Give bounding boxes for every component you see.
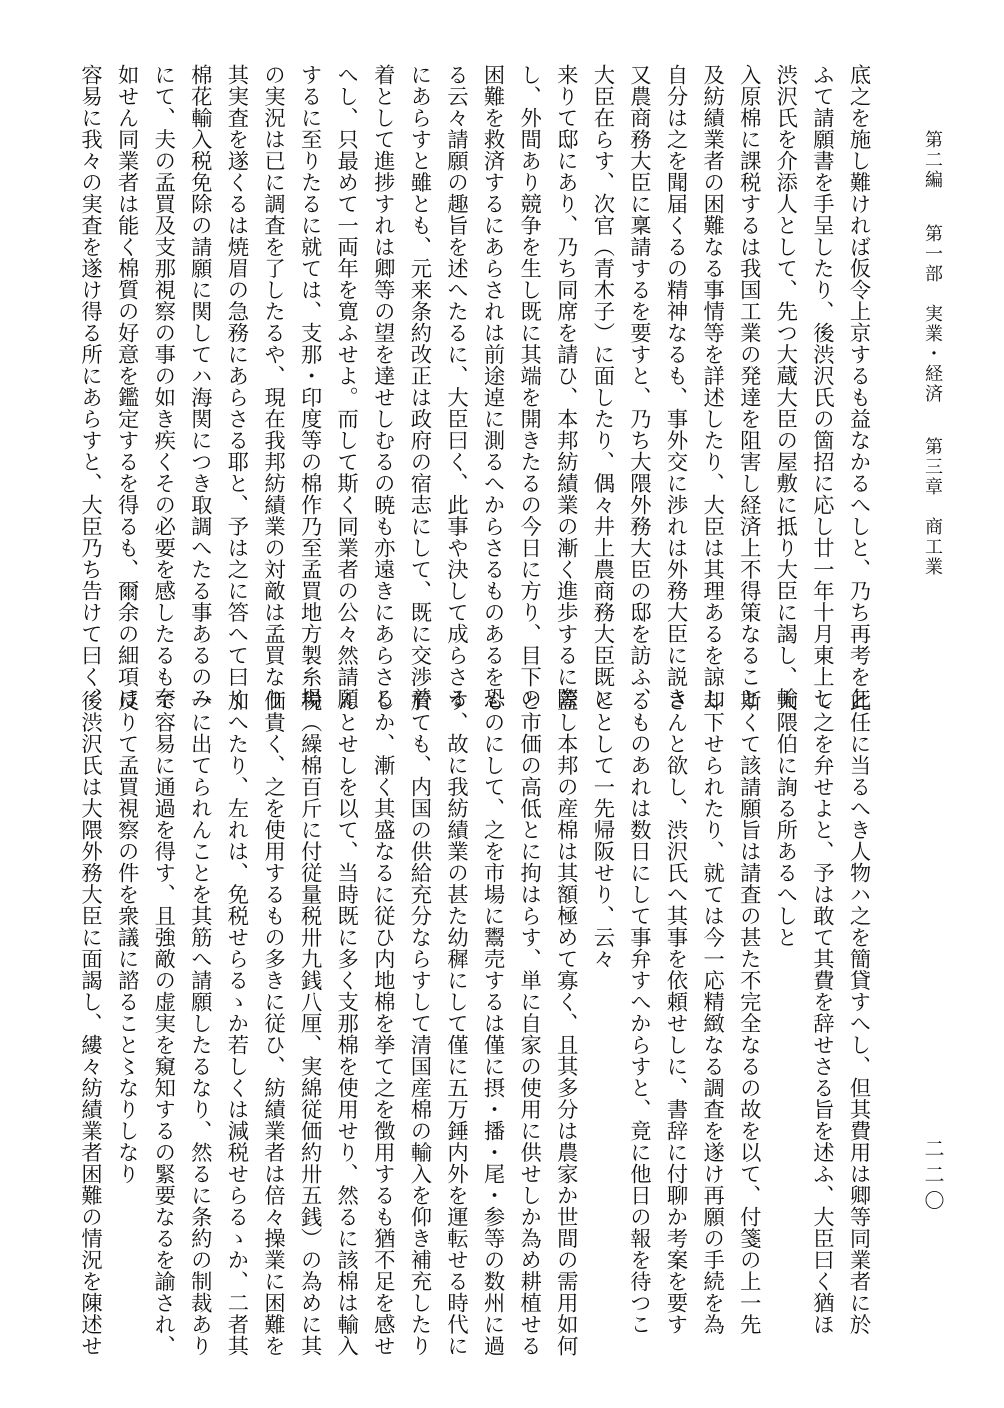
text-column: 来りて邸にあり、乃ち同席を請ひ、本邦紡績業の漸く進歩するに際	[553, 64, 579, 709]
text-column: 困難を救済するにあらされは前途逴に測るへからさるものあるを恐	[480, 64, 506, 709]
text-column: 反りて孟買視察の件を衆議に諮ること〻なりしなり	[114, 690, 140, 1185]
text-column: 価貴く、之を使用するもの多きに従ひ、紡績業者は倍々操業に困難を	[260, 690, 286, 1357]
text-column: しか、漸く其盛なるに従ひ内地棉を挙て之を徴用するも猶不足を感せ	[370, 690, 396, 1357]
text-column: るものあれは数日にして事弁すへからすと、竟に他日の報を待つこ	[626, 690, 652, 1335]
text-column: ものにして、之を市場に鬻売するは僅に摂・播・尾・参等の数州に過	[480, 690, 506, 1357]
text-column: 自分は之を聞届くるの精神なるも、事外交に渉れは外務大臣に説き	[663, 64, 689, 709]
text-column: 後渋沢氏は大隈外務大臣に面謁し、縷々紡績業者困難の情況を陳述せ	[77, 690, 103, 1357]
text-column: ととして一先帰阪せり、云々	[589, 690, 615, 970]
upper-text-block	[66, 64, 876, 709]
text-column: 税（繰棉百斤に付従量税卅九銭八厘、実綿従価約卅五銭）の為めに其	[297, 690, 323, 1357]
text-column: ふて請願書を手呈したり、後渋沢氏の箇招に応し廿一年十月東上し	[809, 64, 835, 709]
text-column: る云々請願の趣旨を述へたるに、大臣曰く、此事や決して成らさる	[443, 64, 469, 709]
text-column: 大隈伯に詢る所あるへしと	[772, 690, 798, 948]
text-column: 加へたり、左れは、免税せらるゝか若しくは減税せらるゝか、二者其	[223, 690, 249, 1357]
text-column: 及紡績業者の困難なる事情等を詳述したり、大臣は其理あるを諒し	[699, 64, 725, 709]
text-column: て容易に通過を得す、且強敵の虚実を窺知するの緊要なるを諭され、	[150, 690, 176, 1357]
text-column: 此任に当るへき人物ハ之を簡貸すへし、但其費用は卿等同業者に於	[846, 690, 871, 1335]
text-column: 入原棉に課税するは我国工業の発達を阻害し経済上不得策なること	[736, 64, 762, 709]
page-number: 二二〇	[921, 1138, 945, 1216]
text-column: 底之を施し難ければ仮令上京するも益なかるへしと、乃ち再考を乞	[846, 64, 871, 709]
text-column: て之を弁せよと、予は敢て其費を辞せさる旨を述ふ、大臣曰く猶ほ	[809, 690, 835, 1335]
text-column: の実況は已に調査を了したるや、現在我邦紡績業の対敵は孟買なり	[260, 64, 286, 709]
text-column: 棉花輸入税免除の請願に関してハ海関につき取調へたる事あるのみ	[187, 64, 213, 709]
running-header	[905, 130, 945, 630]
text-column: 其実査を遂くるは焼眉の急務にあらさる耶と、予は之に答へて曰く	[223, 64, 249, 709]
text-column: 大臣在らす、次官（青木子）に面したり、偶々井上農商務大臣既に	[589, 64, 615, 709]
text-column: 如せん同業者は能く棉質の好意を鑑定するを得るも、爾余の細項は	[114, 64, 140, 709]
text-column: 却下せられたり、就ては今一応精緻なる調査を遂け再願の手続を為	[699, 690, 725, 1335]
text-column: と市価の高低とに拘はらす、単に自家の使用に供せしか為め耕植せる	[516, 690, 542, 1357]
header-part: 第二編	[922, 130, 943, 190]
lower-text-block	[66, 690, 876, 1380]
text-column: するに至りたるに就ては、支那・印度等の棉作乃至孟買地方製糸場	[297, 64, 323, 709]
text-column: し、外間あり競争を生し既に其端を開きたるの今日に方り、目下の	[516, 64, 542, 709]
text-column: 渋沢氏を介添人として、先つ大蔵大臣の屋敷に抵り大臣に謁し、輸	[772, 64, 798, 709]
text-column: す、故に我紡績業の甚た幼穉にして僅に五万錘内外を運転せる時代に	[443, 690, 469, 1357]
text-column: 又農商務大臣に稟請するを要すと、乃ち大隈外務大臣の邸を訪ふ、	[626, 64, 652, 709]
text-column: 着として進捗すれは卿等の望を達せしむるの暁も亦遠きにあらさる	[370, 64, 396, 709]
text-column: 容易に我々の実査を遂け得る所にあらすと、大臣乃ち告けて曰く、	[77, 64, 103, 709]
text-column: 一に出てられんことを其筋へ請願したるなり、然るに条約の制裁あり	[187, 690, 213, 1357]
header-section: 第一部 実業・経済	[922, 223, 943, 404]
text-column: んとせしを以て、当時既に多く支那棉を使用せり、然るに該棉は輸入	[333, 690, 359, 1357]
text-column: にて、夫の孟買及支那視察の事の如き疾くその必要を感したるも奈	[150, 64, 176, 709]
text-column: さんと欲し、渋沢氏へ其事を依頼せしに、書辞に付聊か考案を要す	[663, 690, 689, 1335]
text-column: にあらすと雖とも、元来条約改正は政府の宿志にして、既に交渉着	[406, 64, 432, 709]
text-column: へし、只最めて一両年を寛ふせよ。而して斯く同業者の公々然請願	[333, 64, 359, 709]
header-chapter: 第三章 商工業	[922, 437, 943, 578]
text-column: 斯くて該請願旨は請査の甚た不完全なるの故を以て、付箋の上一先	[736, 690, 762, 1335]
text-column: 蓋し本邦の産棉は其額極めて寡く、且其多分は農家か世間の需用如何	[553, 690, 579, 1357]
text-column: 於ても、内国の供給充分ならすして清国産棉の輸入を仰き補充したり	[406, 690, 432, 1357]
